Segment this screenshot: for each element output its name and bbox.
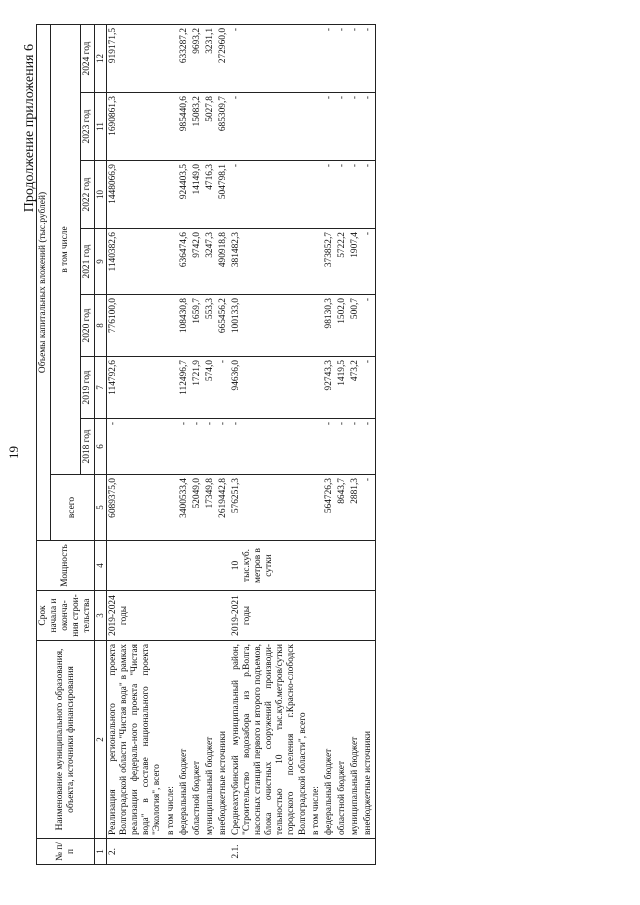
row-value-cell: 685309,7 xyxy=(217,93,230,161)
row-value-cell xyxy=(310,93,323,161)
row-capacity-cell xyxy=(165,541,178,591)
row-term-cell xyxy=(310,591,323,641)
page-number: 19 xyxy=(6,446,21,459)
row-value-cell: 574,0 xyxy=(204,357,217,419)
row-value-cell: 2881,3 xyxy=(349,475,362,541)
row-value-cell: - xyxy=(349,419,362,475)
col-header-year: 2023 год xyxy=(81,93,95,161)
row-value-cell: - xyxy=(362,229,376,295)
column-number: 8 xyxy=(95,295,107,357)
row-value-cell: 98130,3 xyxy=(323,295,336,357)
row-value-cell: 500,7 xyxy=(349,295,362,357)
table-row xyxy=(107,24,165,864)
row-value-cell: - xyxy=(323,161,336,229)
column-number-row xyxy=(95,24,107,864)
row-value-cell: - xyxy=(217,419,230,475)
row-value-cell: 4716,3 xyxy=(204,161,217,229)
column-number: 10 xyxy=(95,161,107,229)
row-term-cell xyxy=(349,591,362,641)
row-value-cell: - xyxy=(230,93,310,161)
row-capacity-cell xyxy=(336,541,349,591)
row-value-cell: 9693,2 xyxy=(191,24,204,92)
table-row xyxy=(191,24,204,864)
row-value-cell: 1907,4 xyxy=(349,229,362,295)
row-value-cell: - xyxy=(349,24,362,92)
row-name-cell: внебюджетные источники xyxy=(217,641,230,839)
row-name-cell: областной бюджет xyxy=(336,641,349,839)
row-value-cell: 490918,8 xyxy=(217,229,230,295)
row-value-cell: - xyxy=(323,93,336,161)
row-term-cell xyxy=(323,591,336,641)
column-number: 5 xyxy=(95,475,107,541)
row-value-cell: - xyxy=(336,419,349,475)
row-value-cell: 1721,9 xyxy=(191,357,204,419)
row-num-cell xyxy=(323,839,336,865)
row-value-cell: - xyxy=(336,161,349,229)
table-row xyxy=(165,24,178,864)
row-value-cell: 473,2 xyxy=(349,357,362,419)
row-value-cell: - xyxy=(230,419,310,475)
table-row xyxy=(349,24,362,864)
row-value-cell xyxy=(310,295,323,357)
row-value-cell: 52049,0 xyxy=(191,475,204,541)
row-value-cell xyxy=(165,357,178,419)
table-row xyxy=(230,24,310,864)
row-value-cell: 553,3 xyxy=(204,295,217,357)
row-value-cell: 112496,7 xyxy=(178,357,191,419)
column-number: 12 xyxy=(95,24,107,92)
row-num-cell xyxy=(310,839,323,865)
row-value-cell: 6089375,0 xyxy=(107,475,165,541)
col-header-num: № п/п xyxy=(37,839,95,865)
row-value-cell: 92743,3 xyxy=(323,357,336,419)
row-num-cell xyxy=(362,839,376,865)
col-header-year: 2022 год xyxy=(81,161,95,229)
appendix-continuation-label: Продолжение приложения 6 xyxy=(22,44,37,213)
row-value-cell: - xyxy=(323,24,336,92)
row-term-cell: 2019-2024 годы xyxy=(107,591,165,641)
row-value-cell: - xyxy=(323,419,336,475)
row-value-cell xyxy=(310,475,323,541)
row-term-cell xyxy=(217,591,230,641)
row-capacity-cell xyxy=(178,541,191,591)
col-header-term: Срок начала и оконча-ния строи-тельства xyxy=(37,591,95,641)
column-number: 2 xyxy=(95,641,107,839)
row-value-cell xyxy=(165,475,178,541)
row-value-cell: - xyxy=(362,24,376,92)
row-value-cell: - xyxy=(349,93,362,161)
row-term-cell xyxy=(191,591,204,641)
column-number: 7 xyxy=(95,357,107,419)
row-value-cell: 1140382,6 xyxy=(107,229,165,295)
row-value-cell: 564726,3 xyxy=(323,475,336,541)
column-number: 1 xyxy=(95,839,107,865)
row-value-cell: - xyxy=(362,161,376,229)
row-capacity-cell xyxy=(107,541,165,591)
row-value-cell: - xyxy=(107,419,165,475)
row-value-cell xyxy=(310,229,323,295)
row-value-cell: 14149,0 xyxy=(191,161,204,229)
table-row xyxy=(336,24,349,864)
row-term-cell: 2019-2021 годы xyxy=(230,591,310,641)
row-value-cell: 114792,6 xyxy=(107,357,165,419)
row-value-cell xyxy=(165,229,178,295)
col-header-name: Наименование муниципального образования, объекта, источники финансирования xyxy=(37,641,95,839)
row-value-cell: - xyxy=(349,161,362,229)
row-num-cell xyxy=(336,839,349,865)
row-value-cell: - xyxy=(362,295,376,357)
row-value-cell: 576251,3 xyxy=(230,475,310,541)
col-header-year: 2024 год xyxy=(81,24,95,92)
row-name-cell: областной бюджет xyxy=(191,641,204,839)
row-name-cell: внебюджетные источники xyxy=(362,641,376,839)
col-header-year: 2020 год xyxy=(81,295,95,357)
row-num-cell xyxy=(191,839,204,865)
row-value-cell: - xyxy=(362,93,376,161)
row-value-cell: 94636,0 xyxy=(230,357,310,419)
row-capacity-cell xyxy=(362,541,376,591)
row-value-cell xyxy=(165,93,178,161)
table-row xyxy=(310,24,323,864)
row-num-cell: 2.1. xyxy=(230,839,310,865)
row-value-cell: - xyxy=(178,419,191,475)
column-number: 4 xyxy=(95,541,107,591)
table-row xyxy=(178,24,191,864)
row-value-cell: 17349,8 xyxy=(204,475,217,541)
row-value-cell: 633287,2 xyxy=(178,24,191,92)
column-number: 6 xyxy=(95,419,107,475)
row-value-cell: 636474,6 xyxy=(178,229,191,295)
row-capacity-cell xyxy=(349,541,362,591)
row-value-cell: - xyxy=(204,419,217,475)
row-term-cell xyxy=(336,591,349,641)
col-header-including: в том числе xyxy=(51,24,81,474)
row-num-cell: 2. xyxy=(107,839,165,865)
row-value-cell: - xyxy=(362,475,376,541)
row-value-cell: 3247,3 xyxy=(204,229,217,295)
capital-investment-table xyxy=(36,24,376,865)
row-value-cell: 1502,0 xyxy=(336,295,349,357)
col-header-total: всего xyxy=(51,475,95,541)
row-value-cell xyxy=(310,357,323,419)
row-value-cell: 1419,5 xyxy=(336,357,349,419)
row-value-cell: - xyxy=(362,419,376,475)
row-num-cell xyxy=(349,839,362,865)
row-term-cell xyxy=(178,591,191,641)
table-row xyxy=(362,24,376,864)
row-capacity-cell xyxy=(217,541,230,591)
row-value-cell xyxy=(165,295,178,357)
row-value-cell: 373852,7 xyxy=(323,229,336,295)
row-value-cell xyxy=(165,419,178,475)
row-value-cell: 5027,8 xyxy=(204,93,217,161)
row-value-cell xyxy=(310,24,323,92)
row-name-cell: в том числе: xyxy=(165,641,178,839)
row-value-cell: 3231,1 xyxy=(204,24,217,92)
row-value-cell: 985440,6 xyxy=(178,93,191,161)
col-header-year: 2021 год xyxy=(81,229,95,295)
row-capacity-cell xyxy=(191,541,204,591)
row-value-cell: - xyxy=(336,24,349,92)
row-name-cell: Реализация регионального проекта Волгоградской области "Чистая вода" в рамках реализации федераль-ного проекта "Чистая вода" в составе национального проекта "Экология", всего xyxy=(107,641,165,839)
row-value-cell: 108430,8 xyxy=(178,295,191,357)
row-num-cell xyxy=(204,839,217,865)
table-body xyxy=(107,24,376,864)
column-number: 11 xyxy=(95,93,107,161)
row-value-cell: 919171,5 xyxy=(107,24,165,92)
row-value-cell: 3400533,4 xyxy=(178,475,191,541)
row-value-cell: 272960,0 xyxy=(217,24,230,92)
row-value-cell: 504798,1 xyxy=(217,161,230,229)
row-value-cell: 1448066,9 xyxy=(107,161,165,229)
table-row xyxy=(323,24,336,864)
row-term-cell xyxy=(165,591,178,641)
row-name-cell: федеральный бюджет xyxy=(323,641,336,839)
table-header xyxy=(37,24,107,864)
row-capacity-cell xyxy=(204,541,217,591)
row-name-cell: Среднеахтубинский муниципальный район, "Строительство водозабора из р.Волга, насосных станций первого и второго подъемов, блока очистных сооружений производи-тельностью 10 тыс.куб.метров/сутки городского поселения г.Красно-слободск Волгоградской области", всего xyxy=(230,641,310,839)
row-capacity-cell xyxy=(310,541,323,591)
row-num-cell xyxy=(178,839,191,865)
row-value-cell: 8643,7 xyxy=(336,475,349,541)
row-value-cell: 2619442,8 xyxy=(217,475,230,541)
col-header-volumes: Объемы капитальных вложений (тыс.рублей) xyxy=(37,24,51,540)
column-number: 3 xyxy=(95,591,107,641)
table-row xyxy=(204,24,217,864)
column-number: 9 xyxy=(95,229,107,295)
row-value-cell xyxy=(165,161,178,229)
table-row xyxy=(217,24,230,864)
row-value-cell: 9742,0 xyxy=(191,229,204,295)
row-value-cell xyxy=(310,419,323,475)
col-header-year: 2018 год xyxy=(81,419,95,475)
row-num-cell xyxy=(217,839,230,865)
row-value-cell xyxy=(310,161,323,229)
col-header-capacity: Мощность xyxy=(37,541,95,591)
row-capacity-cell: 10 тыс.куб. метров в сутки xyxy=(230,541,310,591)
row-value-cell: 924403,5 xyxy=(178,161,191,229)
row-value-cell: - xyxy=(362,357,376,419)
row-value-cell: 1659,7 xyxy=(191,295,204,357)
row-value-cell: - xyxy=(336,93,349,161)
row-value-cell: 381482,3 xyxy=(230,229,310,295)
row-value-cell: 776100,0 xyxy=(107,295,165,357)
row-value-cell: 100133,0 xyxy=(230,295,310,357)
row-value-cell xyxy=(165,24,178,92)
row-value-cell: 15083,2 xyxy=(191,93,204,161)
row-name-cell: муниципальный бюджет xyxy=(349,641,362,839)
row-value-cell: 1690861,3 xyxy=(107,93,165,161)
row-capacity-cell xyxy=(323,541,336,591)
row-value-cell: - xyxy=(191,419,204,475)
col-header-year: 2019 год xyxy=(81,357,95,419)
row-name-cell: федеральный бюджет xyxy=(178,641,191,839)
row-name-cell: муниципальный бюджет xyxy=(204,641,217,839)
row-value-cell: 665456,2 xyxy=(217,295,230,357)
row-value-cell: 5722,2 xyxy=(336,229,349,295)
row-num-cell xyxy=(165,839,178,865)
row-term-cell xyxy=(204,591,217,641)
row-value-cell: - xyxy=(217,357,230,419)
row-term-cell xyxy=(362,591,376,641)
row-name-cell: в том числе: xyxy=(310,641,323,839)
row-value-cell: - xyxy=(230,24,310,92)
row-value-cell: - xyxy=(230,161,310,229)
